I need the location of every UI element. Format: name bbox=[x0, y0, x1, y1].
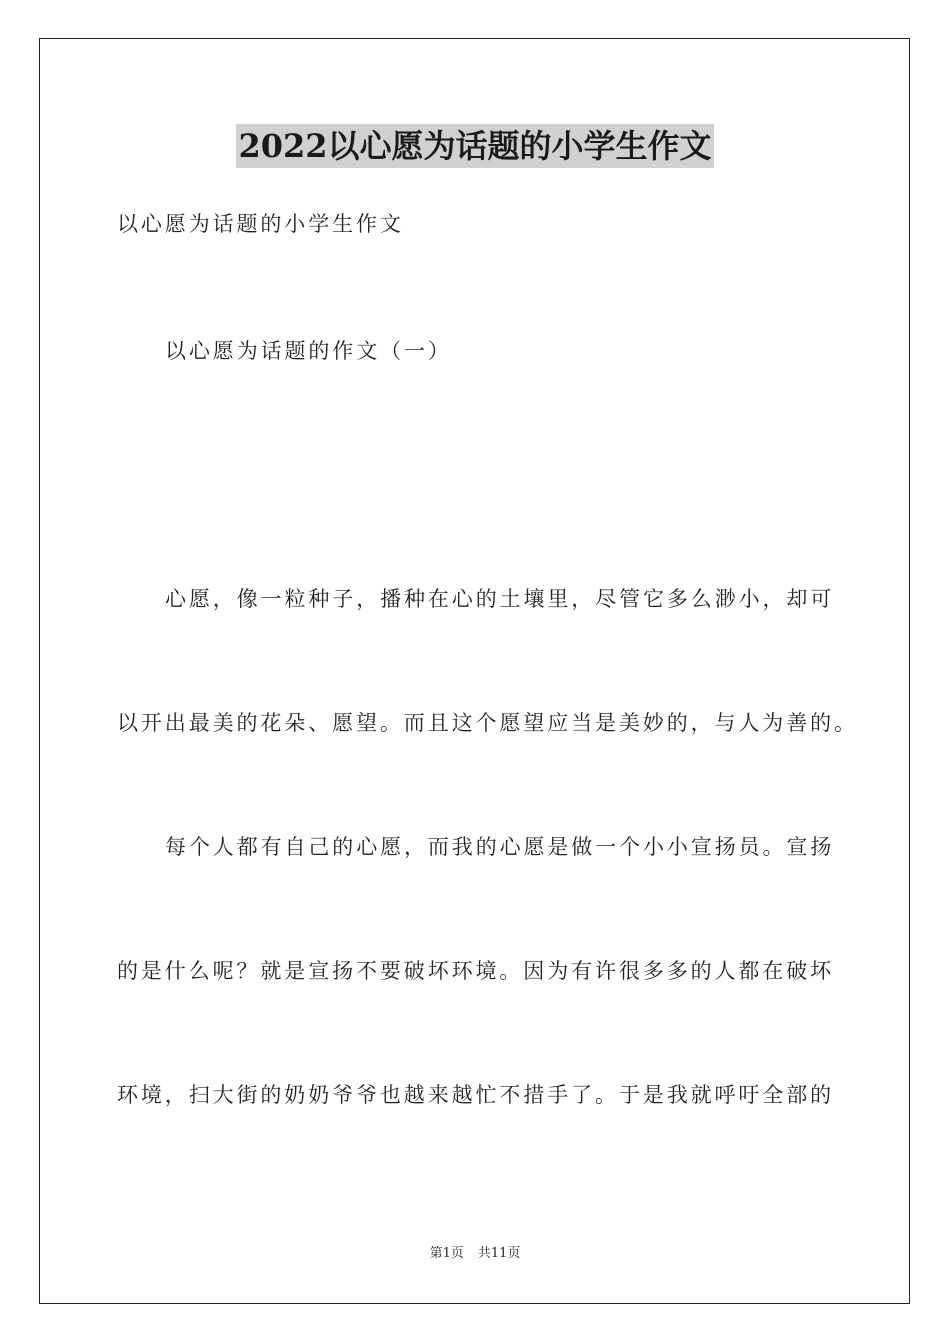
page-footer bbox=[0, 1244, 950, 1264]
document-title: 2022以心愿为话题的小学生作文 bbox=[236, 124, 713, 168]
body-line-5: 环境，扫大街的奶奶爷爷也越来越忙不措手了。于是我就呼吁全部的 bbox=[117, 1083, 834, 1107]
title-container bbox=[0, 124, 950, 168]
page-total: 共11页 bbox=[477, 1246, 521, 1261]
body-line-1: 心愿，像一粒种子，播种在心的土壤里，尽管它多么渺小，却可 bbox=[165, 587, 835, 611]
page-number: 第1页 bbox=[429, 1246, 464, 1261]
body-line-2: 以开出最美的花朵、愿望。而且这个愿望应当是美妙的，与人为善的。 bbox=[117, 711, 858, 735]
document-subtitle: 以心愿为话题的小学生作文 bbox=[117, 212, 404, 236]
body-line-4: 的是什么呢？就是宣扬不要破坏环境。因为有许很多多的人都在破坏 bbox=[117, 959, 834, 983]
body-line-3: 每个人都有自己的心愿，而我的心愿是做一个小小宣扬员。宣扬 bbox=[165, 835, 835, 859]
section-heading: 以心愿为话题的作文（一） bbox=[165, 339, 452, 363]
